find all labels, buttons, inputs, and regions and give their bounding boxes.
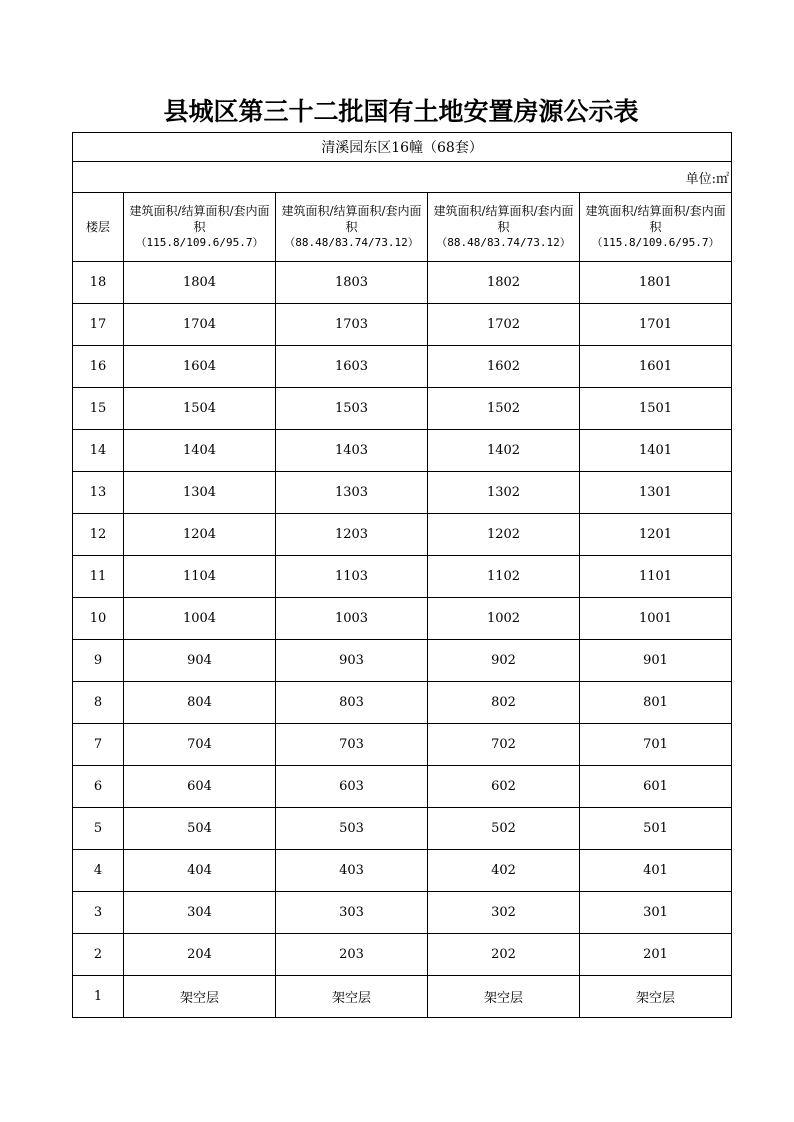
table-row (73, 304, 732, 346)
table-row (73, 934, 732, 976)
column-header (276, 193, 428, 262)
table-row (73, 850, 732, 892)
unit-cell: 1301 (580, 472, 732, 514)
unit-cell: 1202 (428, 514, 580, 556)
unit-cell: 404 (124, 850, 276, 892)
floor-cell: 2 (73, 934, 124, 976)
unit-cell: 1201 (580, 514, 732, 556)
unit-cell: 1004 (124, 598, 276, 640)
unit-cell: 1304 (124, 472, 276, 514)
unit-cell: 1402 (428, 430, 580, 472)
unit-cell: 1404 (124, 430, 276, 472)
unit-cell: 701 (580, 724, 732, 766)
unit-cell: 1403 (276, 430, 428, 472)
unit-cell: 501 (580, 808, 732, 850)
unit-cell: 503 (276, 808, 428, 850)
unit-cell: 1003 (276, 598, 428, 640)
floor-cell: 7 (73, 724, 124, 766)
table-row (73, 598, 732, 640)
unit-cell: 702 (428, 724, 580, 766)
table-row (73, 514, 732, 556)
floor-cell: 9 (73, 640, 124, 682)
floor-cell: 17 (73, 304, 124, 346)
table-row (73, 556, 732, 598)
column-header-spec: （115.8/109.6/95.7） (135, 236, 264, 249)
column-header (428, 193, 580, 262)
unit-cell: 302 (428, 892, 580, 934)
unit-cell: 401 (580, 850, 732, 892)
table-row (73, 766, 732, 808)
unit-cell: 1303 (276, 472, 428, 514)
floor-cell: 3 (73, 892, 124, 934)
unit-cell: 1503 (276, 388, 428, 430)
unit-cell: 1102 (428, 556, 580, 598)
unit-cell: 904 (124, 640, 276, 682)
floor-cell: 18 (73, 262, 124, 304)
floor-cell: 8 (73, 682, 124, 724)
unit-cell: 1803 (276, 262, 428, 304)
table-row (73, 808, 732, 850)
unit-cell: 1802 (428, 262, 580, 304)
unit-cell: 1302 (428, 472, 580, 514)
unit-cell: 901 (580, 640, 732, 682)
unit-cell: 804 (124, 682, 276, 724)
unit-cell: 801 (580, 682, 732, 724)
column-header-label: 建筑面积/结算面积/套内面积 (433, 204, 574, 234)
floor-cell: 15 (73, 388, 124, 430)
unit-cell: 704 (124, 724, 276, 766)
floor-header: 楼层 (73, 193, 124, 262)
floor-cell: 14 (73, 430, 124, 472)
unit-cell: 304 (124, 892, 276, 934)
floor-cell: 5 (73, 808, 124, 850)
unit-cell: 504 (124, 808, 276, 850)
unit-cell: 303 (276, 892, 428, 934)
floor-cell: 16 (73, 346, 124, 388)
unit-cell: 1703 (276, 304, 428, 346)
table-row (73, 892, 732, 934)
unit-cell: 604 (124, 766, 276, 808)
column-header-label: 建筑面积/结算面积/套内面积 (585, 204, 726, 234)
unit-cell: 903 (276, 640, 428, 682)
unit-cell: 1504 (124, 388, 276, 430)
unit-cell: 1704 (124, 304, 276, 346)
column-header-label: 建筑面积/结算面积/套内面积 (281, 204, 422, 234)
unit-cell: 1604 (124, 346, 276, 388)
unit-cell: 架空层 (276, 976, 428, 1018)
unit-cell: 204 (124, 934, 276, 976)
table-row (73, 472, 732, 514)
unit-cell: 1204 (124, 514, 276, 556)
unit-cell: 802 (428, 682, 580, 724)
unit-cell: 202 (428, 934, 580, 976)
unit-cell: 1002 (428, 598, 580, 640)
unit-cell: 1804 (124, 262, 276, 304)
floor-cell: 6 (73, 766, 124, 808)
unit-cell: 架空层 (428, 976, 580, 1018)
table-row (73, 682, 732, 724)
unit-cell: 301 (580, 892, 732, 934)
unit-cell: 1501 (580, 388, 732, 430)
unit-cell: 架空层 (580, 976, 732, 1018)
unit-cell: 1801 (580, 262, 732, 304)
unit-cell: 602 (428, 766, 580, 808)
unit-cell: 902 (428, 640, 580, 682)
table-row (73, 724, 732, 766)
unit-cell: 201 (580, 934, 732, 976)
column-header (580, 193, 732, 262)
unit-cell: 803 (276, 682, 428, 724)
column-header-spec: （88.48/83.74/73.12） (436, 236, 571, 249)
unit-cell: 1502 (428, 388, 580, 430)
table-row (73, 976, 732, 1018)
table-row (73, 262, 732, 304)
table-row (73, 346, 732, 388)
unit-cell: 1104 (124, 556, 276, 598)
unit-cell: 403 (276, 850, 428, 892)
unit-cell: 1001 (580, 598, 732, 640)
column-header-spec: （115.8/109.6/95.7） (591, 236, 720, 249)
unit-label: 单位:㎡ (73, 162, 732, 193)
unit-cell: 502 (428, 808, 580, 850)
unit-cell: 1701 (580, 304, 732, 346)
floor-cell: 12 (73, 514, 124, 556)
column-header-label: 建筑面积/结算面积/套内面积 (129, 204, 270, 234)
table-subtitle: 清溪园东区16幢（68套） (73, 133, 732, 162)
unit-cell: 1203 (276, 514, 428, 556)
unit-cell: 402 (428, 850, 580, 892)
floor-cell: 13 (73, 472, 124, 514)
floor-cell: 10 (73, 598, 124, 640)
header-row (73, 193, 732, 262)
column-header-spec: （88.48/83.74/73.12） (284, 236, 419, 249)
column-header (124, 193, 276, 262)
unit-cell: 1601 (580, 346, 732, 388)
table-row (73, 430, 732, 472)
floor-cell: 11 (73, 556, 124, 598)
unit-cell: 203 (276, 934, 428, 976)
unit-cell: 1702 (428, 304, 580, 346)
unit-cell: 603 (276, 766, 428, 808)
housing-table (72, 132, 732, 1018)
unit-cell: 703 (276, 724, 428, 766)
floor-cell: 4 (73, 850, 124, 892)
table-row (73, 640, 732, 682)
unit-cell: 1101 (580, 556, 732, 598)
unit-cell: 1603 (276, 346, 428, 388)
floor-cell: 1 (73, 976, 124, 1018)
unit-cell: 1602 (428, 346, 580, 388)
page-title: 县城区第三十二批国有土地安置房源公示表 (163, 97, 639, 126)
table-row (73, 388, 732, 430)
unit-cell: 架空层 (124, 976, 276, 1018)
unit-cell: 1401 (580, 430, 732, 472)
unit-cell: 601 (580, 766, 732, 808)
unit-cell: 1103 (276, 556, 428, 598)
